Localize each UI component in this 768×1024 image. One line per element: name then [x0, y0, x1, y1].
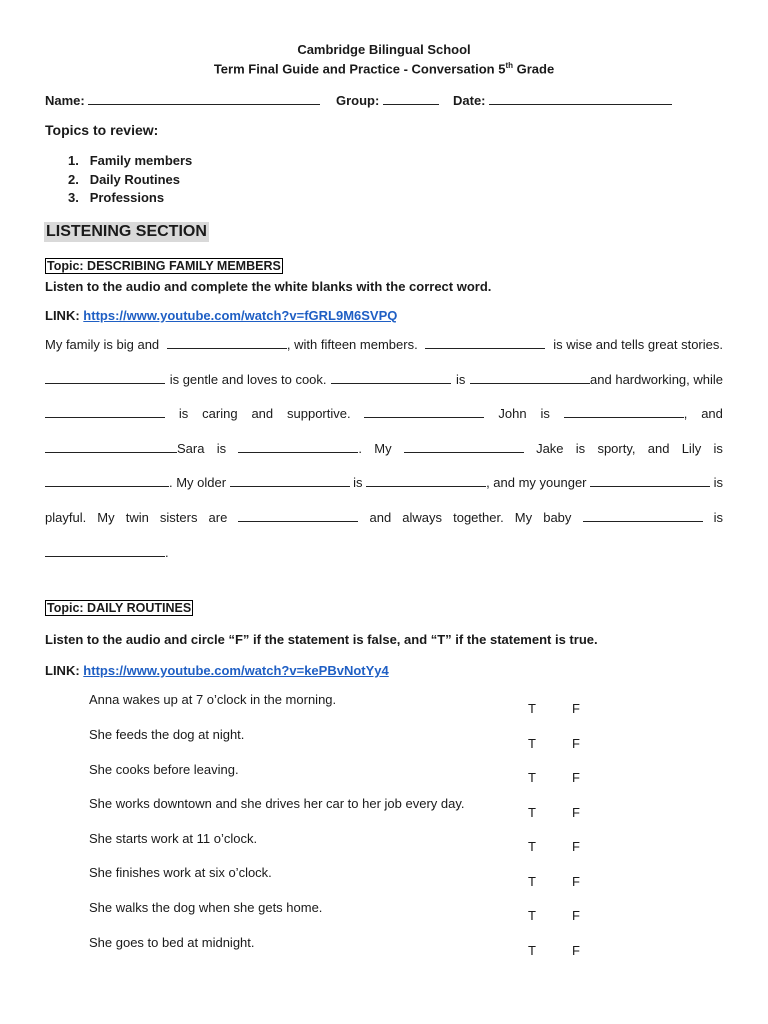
topic-number: 3. [68, 190, 79, 205]
answer-blank[interactable] [404, 441, 524, 453]
cloze-text: is [353, 475, 363, 490]
cloze-text: Sara [177, 441, 205, 456]
school-name: Cambridge Bilingual School [297, 42, 471, 57]
answer-blank[interactable] [425, 337, 545, 349]
true-option[interactable]: T [528, 874, 536, 889]
false-option[interactable]: F [572, 805, 580, 820]
date-field[interactable] [453, 93, 672, 108]
cloze-text: are [208, 510, 228, 525]
cloze-text: , and my younger [486, 475, 587, 490]
answer-blank[interactable] [45, 372, 165, 384]
answer-blank[interactable] [238, 441, 358, 453]
cloze-segment [167, 337, 418, 352]
false-option[interactable]: F [572, 701, 580, 716]
date-label: Date: [453, 93, 486, 108]
routines-video-link[interactable]: https://www.youtube.com/watch?v=kePBvNotYy4 [83, 663, 389, 678]
statement-text: She goes to bed at midnight. [89, 935, 255, 950]
group-field[interactable] [336, 93, 439, 108]
true-option[interactable]: T [528, 908, 536, 923]
cloze-text: is [713, 510, 723, 525]
cloze-text: and [647, 441, 670, 456]
cloze-text: is [713, 441, 723, 456]
answer-blank[interactable] [583, 510, 703, 522]
statement-text: She finishes work at six o’clock. [89, 865, 272, 880]
cloze-text: Lily [681, 441, 702, 456]
cloze-text: . [165, 545, 169, 560]
cloze-text: John [498, 406, 527, 421]
answer-blank[interactable] [45, 441, 177, 453]
cloze-line [45, 545, 723, 560]
topic-label: Professions [89, 190, 165, 205]
cloze-text: . [358, 441, 362, 456]
cloze-text: My family is big and [45, 337, 160, 352]
cloze-line [45, 510, 723, 525]
topic-label: Daily Routines [89, 172, 180, 187]
date-blank[interactable] [489, 93, 672, 105]
family-topic-label: Topic: DESCRIBING FAMILY MEMBERS [47, 259, 281, 273]
cloze-text: and hardworking, while [590, 372, 723, 387]
worksheet-title [0, 61, 768, 76]
answer-blank[interactable] [238, 510, 358, 522]
cloze-segment [470, 372, 723, 387]
answer-blank[interactable] [167, 337, 287, 349]
cloze-text: is [216, 441, 227, 456]
answer-blank[interactable] [45, 475, 169, 487]
statement-text: She starts work at 11 o’clock. [89, 831, 258, 846]
answer-blank[interactable] [470, 372, 590, 384]
cloze-text: is [575, 441, 586, 456]
cloze-text: is [540, 406, 550, 421]
cloze-text: and [369, 510, 392, 525]
cloze-line [45, 441, 723, 456]
statement-text: She works downtown and she drives her car to her job every day. [89, 796, 465, 811]
cloze-text: My [514, 510, 533, 525]
cloze-text: and [701, 406, 723, 421]
cloze-text: and [251, 406, 274, 421]
cloze-segment [45, 441, 204, 456]
cloze-text: . My older [169, 475, 227, 490]
answer-blank[interactable] [45, 406, 165, 418]
false-option[interactable]: F [572, 839, 580, 854]
cloze-line [45, 372, 723, 387]
false-option[interactable]: F [572, 908, 580, 923]
cloze-text: sporty, [597, 441, 636, 456]
cloze-segment [366, 475, 586, 490]
cloze-text: My [97, 510, 115, 525]
statement-text: She walks the dog when she gets home. [89, 900, 323, 915]
topic-number: 2. [68, 172, 79, 187]
cloze-segment [238, 441, 362, 456]
cloze-line [45, 406, 723, 421]
cloze-text: together. [453, 510, 504, 525]
answer-blank[interactable] [45, 545, 165, 557]
true-option[interactable]: T [528, 839, 536, 854]
cloze-text: sisters [159, 510, 198, 525]
false-option[interactable]: F [572, 943, 580, 958]
routines-instruction: Listen to the audio and circle “F” if the statement is false, and “T” if the statement is true. [45, 632, 598, 647]
answer-blank[interactable] [366, 475, 486, 487]
cloze-text: always [402, 510, 443, 525]
topic-item [68, 172, 180, 187]
title-sup: th [505, 61, 513, 70]
title-text: Term Final Guide and Practice - Conversation 5 [213, 61, 506, 77]
group-blank[interactable] [383, 93, 439, 105]
cloze-text: My [374, 441, 392, 456]
topic-number: 1. [68, 153, 79, 168]
cloze-line [45, 475, 723, 490]
group-label: Group: [336, 93, 380, 108]
cloze-text: is [178, 406, 189, 421]
cloze-line [45, 337, 723, 352]
true-option[interactable]: T [528, 770, 536, 785]
listening-section-title: LISTENING SECTION [46, 223, 207, 240]
family-instruction: Listen to the audio and complete the white blanks with the correct word. [45, 279, 492, 294]
answer-blank[interactable] [230, 475, 350, 487]
answer-blank[interactable] [331, 372, 451, 384]
cloze-text: twin [125, 510, 149, 525]
answer-blank[interactable] [364, 406, 484, 418]
name-field[interactable] [45, 93, 320, 108]
cloze-text: is [455, 372, 466, 387]
topic-label: Family members [89, 153, 193, 168]
cloze-text: , [683, 406, 688, 421]
statement-text: Anna wakes up at 7 o’clock in the morning. [89, 692, 337, 707]
true-option[interactable]: T [528, 736, 536, 751]
statement-text: She cooks before leaving. [89, 762, 239, 777]
cloze-segment [45, 475, 226, 490]
cloze-segment [564, 406, 688, 421]
cloze-text: playful. [45, 510, 87, 525]
link-label: LINK: [45, 663, 80, 678]
cloze-text: is wise and tells great stories. [553, 337, 723, 352]
cloze-text: Jake [536, 441, 564, 456]
cloze-text: baby [543, 510, 572, 525]
name-label: Name: [45, 93, 85, 108]
topic-item [68, 190, 164, 205]
cloze-text: is gentle and loves to cook. [169, 372, 327, 387]
false-option[interactable]: F [572, 770, 580, 785]
cloze-text: caring [202, 406, 238, 421]
cloze-text: , with fifteen members. [286, 337, 418, 352]
family-link-row [45, 308, 397, 323]
title-grade: Grade [513, 61, 555, 77]
true-option[interactable]: T [528, 805, 536, 820]
routines-topic-label: Topic: DAILY ROUTINES [47, 601, 192, 615]
false-option[interactable]: F [572, 874, 580, 889]
cloze-text: supportive. [287, 406, 351, 421]
true-option[interactable]: T [528, 701, 536, 716]
answer-blank[interactable] [590, 475, 710, 487]
false-option[interactable]: F [572, 736, 580, 751]
routines-link-row [45, 663, 389, 678]
true-option[interactable]: T [528, 943, 536, 958]
topics-heading: Topics to review: [45, 122, 159, 138]
family-video-link[interactable]: https://www.youtube.com/watch?v=fGRL9M6SVPQ [83, 308, 398, 323]
link-label: LINK: [45, 308, 80, 323]
cloze-text: is [713, 475, 723, 490]
answer-blank[interactable] [564, 406, 684, 418]
topic-item [68, 153, 192, 168]
name-blank[interactable] [88, 93, 320, 105]
statement-text: She feeds the dog at night. [89, 727, 245, 742]
